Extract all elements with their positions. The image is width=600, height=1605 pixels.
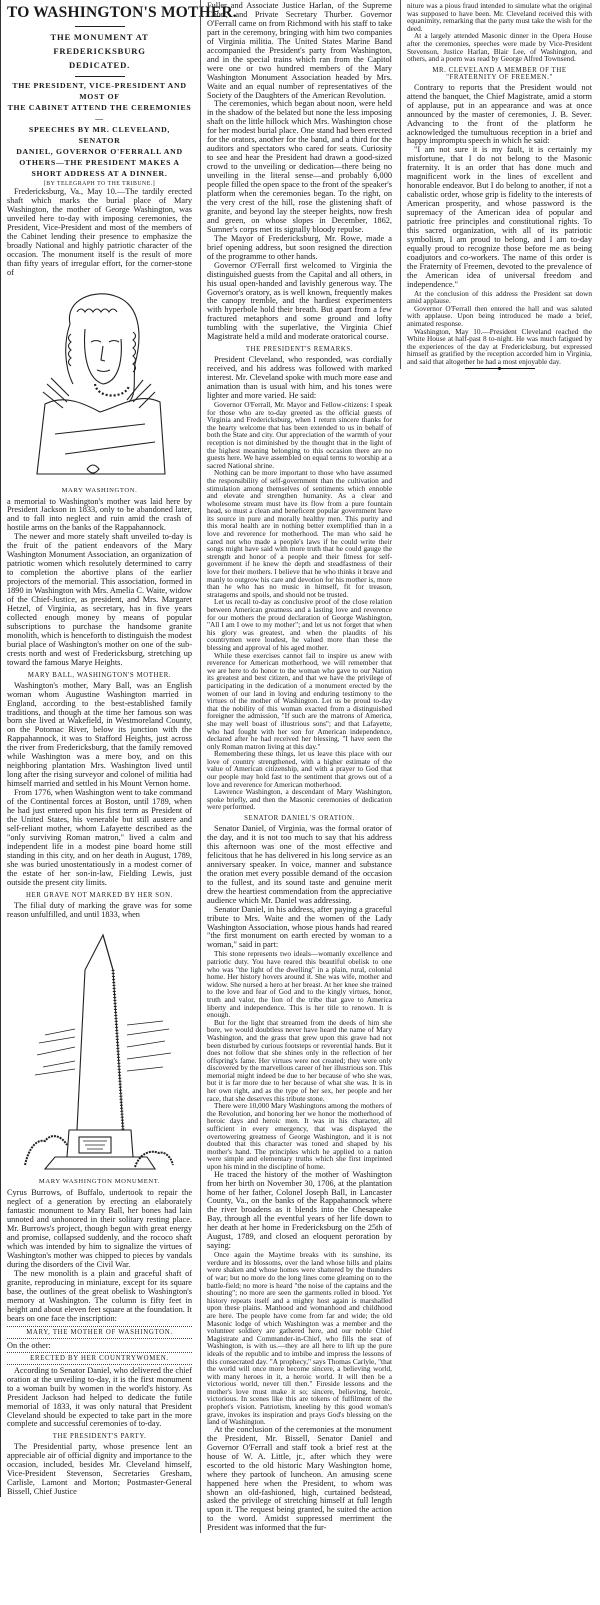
speech-paragraph: While these exercises cannot fail to inspire us anew with reverence for American motherhood, we will remember that we are here to do honor to the woman who gave to our Nation its greatest and best citizen, and that we have the privilege of participating in the dedication of a monument erected by the women of our land in loving and enduring testimony to the virtues of the mother of Washington. Let us be proud to-day that the nobility of this woman exacted from a distinguished foreigner the admission, "If such are the matrons of America, she may well boast of illustrious sons"; and that Lafayette, who had fought with her son for American independence, declared after he had received her blessing, "I have seen the only Roman matron living at this day." bbox=[207, 650, 392, 751]
portrait-caption: MARY WASHINGTON. bbox=[61, 486, 138, 494]
paragraph: He traced the history of the mother of Washington from her birth on November 30, 1706, at the plantation home of her father, Colonel Joseph Ball, in Lancaster County, Va., on the banks of the Rappahannock where the river broadens as it blends into the Chesapeake Bay, through all the eventful years of her life down to her death at her home in Fredericksburg on the 25th of August, 1789, and closed an eloquent peroration by saying: bbox=[207, 1169, 392, 1251]
column-1 bbox=[0, 0, 237, 1497]
paragraph: Washington's mother, Mary Ball, was an English woman whom Augustine Washington married in England, according to the best-established family traditions, and though at the time her famous son was born she lived at Wakefield, in Westmoreland County, on the Potomac River, below its junction with the Rappahannock, it was to Stafford Heights, just across the river from Fredericksburg, that the family removed while Washington was a mere boy, and on this neighboring plantation Mrs. Washington lived until long after the rising surveyor and colonel of militia had himself married and settled in his Mount Vernon home. bbox=[7, 680, 192, 789]
divider bbox=[75, 76, 125, 77]
paragraph: The ceremonies, which began about noon, were held in the shadow of the belated but none the less imposing shaft on the little hillock which Mrs. Washington chose for her modest burial place. One stand had been erected for the orators, another for the band, and a third for the auditors and spectators who cared for seats. Curiosity to see and hear the President had drawn a good-sized crowd to the unveiling or dedication—there being no unveiling in the literal sense—and probably 6,000 people filled the open space to the front of the speaker's platform when the ceremonies began. To the right, on the very crest of the hill, rose the glistening shaft of granite, and beyond lay the steeper heights, now fresh and green, on whose slopes in December, 1862, Sumner's corps met its signally bloody repulse. bbox=[207, 99, 392, 234]
column-2 bbox=[200, 0, 396, 1533]
paragraph: The Presidential party, whose presence lent an appreciable air of official dignity and importance to the occasion, included, besides Mr. Cleveland himself, Vice-President Stevenson, Secretaries Gresham, Carlisle, Lamont and Morton; Postmaster-General Bissell, Chief Justice bbox=[7, 1442, 192, 1497]
paragraph: Cyrus Burrows, of Buffalo, undertook to repair the neglect of a generation by erecting an elaborately fantastic monument to Mary Ball, her bones had lain unnoted and unhonored in their solitary resting place. Mr. Burrows's project, though begun with great energy and promise, collapsed suddenly, and the rococo shaft which was intended by him to signalize the virtues of Washington's mother was chipped to pieces by vandals during the disorders of the Civil War. bbox=[7, 1188, 192, 1270]
section-heading: MR. CLEVELAND A MEMBER OF THE "FRATERNITY OF FREEMEN." bbox=[432, 66, 567, 81]
obelisk-illustration-icon bbox=[15, 925, 185, 1175]
paragraph: Fredericksburg, Va., May 10.—The tardily erected shaft which marks the burial place of Mary Washington, the mother of George Washington, was unveiled here to-day with imposing ceremonies, the President, Vice-President and most of the members of the Cabinet lending their presence to emphasize the broadly National and highly patriotic character of the occasion. The monument itself is the result of more than fifty years of irregular effort, for the corner-stone of bbox=[7, 187, 192, 277]
paragraph: "I am not sure it is my fault, it is certainly my misfortune, that I do not belong to the Masonic fraternity. It is an order that has done much and magnificent work in the lines of excellent and honorable endeavor. But I do belong to another, if not a cabalistic order, whose grip is fidelity to the interests of American prosperity, and whose password is the supremacy of the American idea of popular and patriotic free principles and constitutional rights. To this sacred organization, with all of its patriotic symbolism, I am proud to belong, and I am to-day equally proud to recognize those before me as being coadjutors and co-workers. The name of this order is the Fraternity of Freemen, devoted to the prevalence of the American idea of universal freedom and independence." bbox=[407, 145, 592, 289]
section-heading: SENATOR DANIEL'S ORATION. bbox=[244, 815, 355, 823]
paragraph: The Mayor of Fredericksburg, Mr. Rowe, made a brief opening address, but soon resigned the direction of the programme to other hands. bbox=[207, 233, 392, 261]
paragraph: The newer and more stately shaft unveiled to-day is the fruit of the patient endeavors of the Mary Washington Monument Association, an organization of patriotic women which resolutely determined to carry to completion the abortive plans of the earlier projectors of the memorial. This association, formed in 1890 in Washington with Mrs. Amelia C. Waite, widow of the Chief-Justice, as president, and Mrs. Margaret Hetzel, of Virginia, as secretary, has in five years collected enough money by means of popular subscriptions to purchase the handsome granite monolith, which is henceforth to distinguish the modest burial place of Washington's mother on one of the sub-crests north and west of Fredericksburg, stretching up toward the famous Marye Heights. bbox=[7, 532, 192, 667]
paragraph: a memorial to Washington's mother was laid here by President Jackson in 1833, only to be abandoned later, and to fall into neglect and ruin amid the crash of hostile arms on the banks of the Rappahannock. bbox=[7, 496, 192, 533]
inscription-box: ERECTED BY HER COUNTRYWOMEN. bbox=[7, 1352, 192, 1365]
paragraph: Governor O'Ferrall then entered the hall and was saluted with applause. Upon being introduced he made a brief, animated response. bbox=[407, 303, 592, 329]
paragraph: President Cleveland, who responded, was cordially received, and his address was followed with marked interest. Mr. Cleveland spoke with much more ease and animation than is usual with him, and his tones were lighter and more varied. He said: bbox=[207, 355, 392, 401]
section-heading: MARY BALL, WASHINGTON'S MOTHER. bbox=[27, 671, 172, 679]
dateline-tag: [BY TELEGRAPH TO THE TRIBUNE.] bbox=[43, 181, 156, 187]
speech-paragraph: Nothing can be more important to those who have assumed the responsibility of self-government than the cultivation and stimulation among themselves of sentiments which ennoble and elevate and strengthen humanity. As a clear and wholesome stream must have its flow from a pure fountain head, so must a clean and beneficent popular government have its source in pure and morally healthy men. This purity and this moral health are in nothing better exemplified than in a love and reverence for motherhood. The man who said he cared not who made a people's laws if he could write their songs might have said with more truth that he could gauge the strength and honor of a people and their fitness for self-government if he knew the depth and steadfastness of their love for their mothers. I believe that he who thinks it brave and manly to outgrow his care and devotion for his mother is, more than he who has no music in himself, fit for treason, stratagems and spoils, and should not be trusted. bbox=[207, 468, 392, 599]
paragraph: Washington, May 10.—President Cleveland reached the White House at half-past 8 to-night. He was much fatigued by the experiences of the day at Fredericksburg, but expressed himself as gratified by the reception accorded him in Virginia, and said that altogether he had a most enjoyable day. bbox=[407, 326, 592, 367]
paragraph: The filial duty of marking the grave was for some reason unfulfilled, and until 1833, when bbox=[7, 900, 192, 919]
paragraph: Senator Daniel, of Virginia, was the formal orator of the day, and it is not too much to say that his address this afternoon was one of the most effective and felicitous that he has delivered in his long service as an anniversary speaker. In voice, manner and substance the oration met every possible demand of the occasion to the fullest, and its sound taste and genuine merit drew the heartiest commendation from the appreciative audience which Mr. Daniel was addressing. bbox=[207, 824, 392, 905]
divider bbox=[75, 26, 125, 27]
paragraph: Fuller and Associate Justice Harlan, of the Supreme Court, and Private Secretary Thurber. Governor O'Ferrall came on from Richmond with his staff to take part in the ceremony, bringing with him two companies of Virginia militia. The United States Marine Band accompanied the President's party from Washington, and in the special trains which ran from the Capitol were one or two hundred members of the Mary Washington Monument Association headed by Mrs. Waite and an equal number of representatives of the Society of the Daughters of the American Revolution. bbox=[207, 1, 392, 100]
speech-paragraph: Remembering these things, let us leave this place with our love of country strengthened, with a higher estimate of the value of American citizenship, and with a prayer to God that our people may hold fast to the sentiment that grows out of a love and reverence for American motherhood. bbox=[207, 749, 392, 789]
section-heading: HER GRAVE NOT MARKED BY HER SON. bbox=[26, 891, 173, 899]
speech-paragraph: Governor O'Ferrall, Mr. Mayor and Fellow-citizens: I speak for those who are to-day greeted as the official guests of Virginia and Fredericksburg, when I return sincere thanks for the hearty welcome that has been extended to us in behalf of both the State and city. Our appreciation of the warmth of your reception is not diminished by the thought that in the light of the highest meaning belonging to this occasion there are no guests here. We have assembled on equal terms to worship at a sacred National shrine. bbox=[207, 399, 392, 470]
paragraph: The new monolith is a plain and graceful shaft of granite, reproducing in miniature, except for its square base, the outlines of the great obelisk to Washington's memory at Washington. The column is fifty feet in height and about eleven feet square at the foundation. It bears on one face the inscription: bbox=[7, 1269, 192, 1323]
portrait-illustration-icon bbox=[25, 284, 175, 484]
headline: TO WASHINGTON'S MOTHER. bbox=[7, 4, 237, 21]
paragraph: From 1776, when Washington went to take command of the Continental forces at Boston, until 1789, when he had just entered upon his first term as President of the United States, his venerable but still austere and self-reliant mother, whom Lafayette described as the "only surviving Roman matron," lived a calm and independent life in a modest pine board home still standing in this city, and on her death in August, 1789, she was buried unostentatiously in a modest corner of the estate of her son-in-law, Fielding Lewis, just outside the present city limits. bbox=[7, 788, 192, 887]
end-divider bbox=[465, 368, 535, 369]
section-heading: THE PRESIDENT'S REMARKS. bbox=[245, 346, 354, 354]
section-heading: THE PRESIDENT'S PARTY. bbox=[52, 1433, 147, 1441]
paragraph: Lawrence Washington, a descendant of Mary Washington, spoke briefly, and then the Masonic ceremonies of dedication were performed. bbox=[207, 787, 392, 812]
on-other-label: On the other: bbox=[7, 1340, 51, 1350]
paragraph: Governor O'Ferrall first welcomed to Virginia the distinguished guests from the Capital and all others, in his usual open-handed and lavishly generous way. The Governor's oratory, as is well known, frequently makes the canopy tremble, and the hardiest experimenters with hyperbole hold their breath. But apart from a few fractured metaphors and some ground and lofty tumbling with the superlative, the Virginia Chief Magistrate held a mild and moderate oratorical course. bbox=[207, 260, 392, 342]
monument-caption: MARY WASHINGTON MONUMENT. bbox=[38, 1178, 161, 1186]
deck: THE PRESIDENT, VICE-PRESIDENT AND MOST OF THE CABINET ATTEND THE CEREMONIES— SPEECHES BY MR. CLEVELAND, SENATOR DANIEL, GOVERNOR O'FERRALL AND OTHERS—THE PRESIDENT MAKES A SHORT ADDRESS AT A DINNER. bbox=[7, 81, 192, 178]
oration-paragraph: This stone represents two ideals—womanly excellence and patriotic duty. You have reared this beautiful obelisk to one who was "the light of the dwelling" in a plain, rural, colonial home. Her history hovers around it. She was wife, mother and widow. She nursed a hero at her breast. At her knee she trained to the love and fear of God and to the kingly virtues, honor, truth and valor, the lion of the tribe that gave to America liberty and independence. This is her title to renown. It is enough. bbox=[207, 949, 392, 1020]
column-3 bbox=[400, 0, 596, 369]
oration-paragraph: There were 10,000 Mary Washingtons among the mothers of the Revolution, and honoring her we honor the motherhood of heroic days and heroic men. It was in his character, all sufficient in every emergency, that was displayed the overtowering greatness of George Washington, and it is not doubted that this character was toned and shaped by his mother's hand. The principles which he applied to a nation were simple and elementary truths which she first imprinted upon his mind in the discipline of home. bbox=[207, 1101, 392, 1172]
paragraph: At the conclusion of the ceremonies at the monument the President, Mr. Bissell, Senator Daniel and Governor O'Ferrall and staff took a brief rest at the house of W. A. Little, jr., after which they were escorted to the old historic Mary Washington home, where they partook of luncheon. An amusing scene happened here when the President, to whom was shown an old-fashioned, high, curtained bedstead, asked the privilege of stretching himself at full length upon it. The request being granted, he suited the action to the word. Amidst suppressed merriment the President was informed that the fur- bbox=[207, 1424, 392, 1533]
paragraph: Senator Daniel, in his address, after paying a graceful tribute to Mrs. Waite and the women of the Lady Washington Association, whose pious hands had reared "the first monument on earth erected by woman to a woman," said in part: bbox=[207, 904, 392, 950]
subhead: THE MONUMENT AT FREDERICKSBURG DEDICATED. bbox=[50, 32, 149, 70]
paragraph: niture was a pious fraud intended to simulate what the original was supposed to have been. Mr. Cleveland received this with equanimity, remarking that the party must take the wish for the deed. bbox=[407, 1, 592, 33]
oration-paragraph: But for the light that streamed from the deeds of him she bore, we would doubtless never have heard the name of Mary Washington, and the grass that grew upon this grave had not been disturbed by curious footsteps or reverential hands. But it does not follow that she shines only in the reflection of her offspring's fame. Her virtues were not created; they were only discovered by the marvellous career of her illustrious son. This memorial might indeed be due to her because of who she was, but it is far more due to her because of what she was. It is in her own right, and as the type of her sex, her people and her race, that she deserves this tribute stone. bbox=[207, 1017, 392, 1103]
paragraph: At a largely attended Masonic dinner in the Opera House after the ceremonies, speeches were made by Vice-President Stevenson, Justice Harlan, Blair Lee, of Washington, and others, and a poem was read by George Alfred Townsend. bbox=[407, 31, 592, 64]
speech-paragraph: Let us recall to-day as conclusive proof of the close relation between American greatness and a lasting love and reverence for our mothers the proud declaration of George Washington, "All I am I owe to my mother"; and let us not forget that when his glory was greatest, and when the plaudits of his countrymen were loudest, he valued more than these the blessing and approval of his aged mother. bbox=[207, 597, 392, 652]
paragraph: According to Senator Daniel, who delivered the chief oration at the unveiling to-day, it is the first monument to a woman built by women in the world's history. As President Jackson had helped to dedicate the futile memorial of 1833, it was only natural that President Cleveland should be expected to take part in the more complete and successful ceremonies of to-day. bbox=[7, 1365, 192, 1429]
paragraph: At the conclusion of this address the President sat down amid applause. bbox=[407, 288, 592, 306]
inscription-box: MARY, THE MOTHER OF WASHINGTON. bbox=[7, 1326, 192, 1339]
paragraph: Contrary to reports that the President would not attend the banquet, the Chief Magistrate, amid a storm of applause, put in an appearance and was at once announced by the master of ceremonies, J. B. Sever. Advancing to the front of the platform he acknowledged the tumultuous reception in a brief and happy impromptu speech in which he said: bbox=[407, 82, 592, 146]
oration-paragraph: Once again the Maytime breaks with its sunshine, its verdure and its blossoms, over the land whose hills and plains were shaken and whose homes were shattered by the thunders of war; but no more do the long lines come gleaming on to the battle-field; no more is heard "the noise of the captains and the shouting"; no more are seen the garments rolled in blood. Yet history repeats itself and a mighty host again is marshalled upon these plains. Manhood and womanhood and childhood are here. The people have come from far and wide; the old Masonic lodge of which Washington was a member and the volunteer soldiery are gathered here, and our noble Chief Magistrate and Commander-in-Chief, who fills the seat of Washington, is with us.—they are all here to lift up the pure ideals of the republic and to imbibe and impress the lessons of this consecrated day. "A prophecy," says Thomas Carlyle, "that the world will once more become sincere, a believing world, with many heroes in it, a heroic world. It will then be a victorious world, never till then." Fireside lessons and the mother's love must make it so; sincere, believing, heroic, victorious. In scenes like this are tokens of fulfilment of the prophet's vision. Patriotism, kneeling by this good woman's grave, invokes its inspiration and prays God's blessing on the land of Washington. bbox=[207, 1250, 392, 1427]
